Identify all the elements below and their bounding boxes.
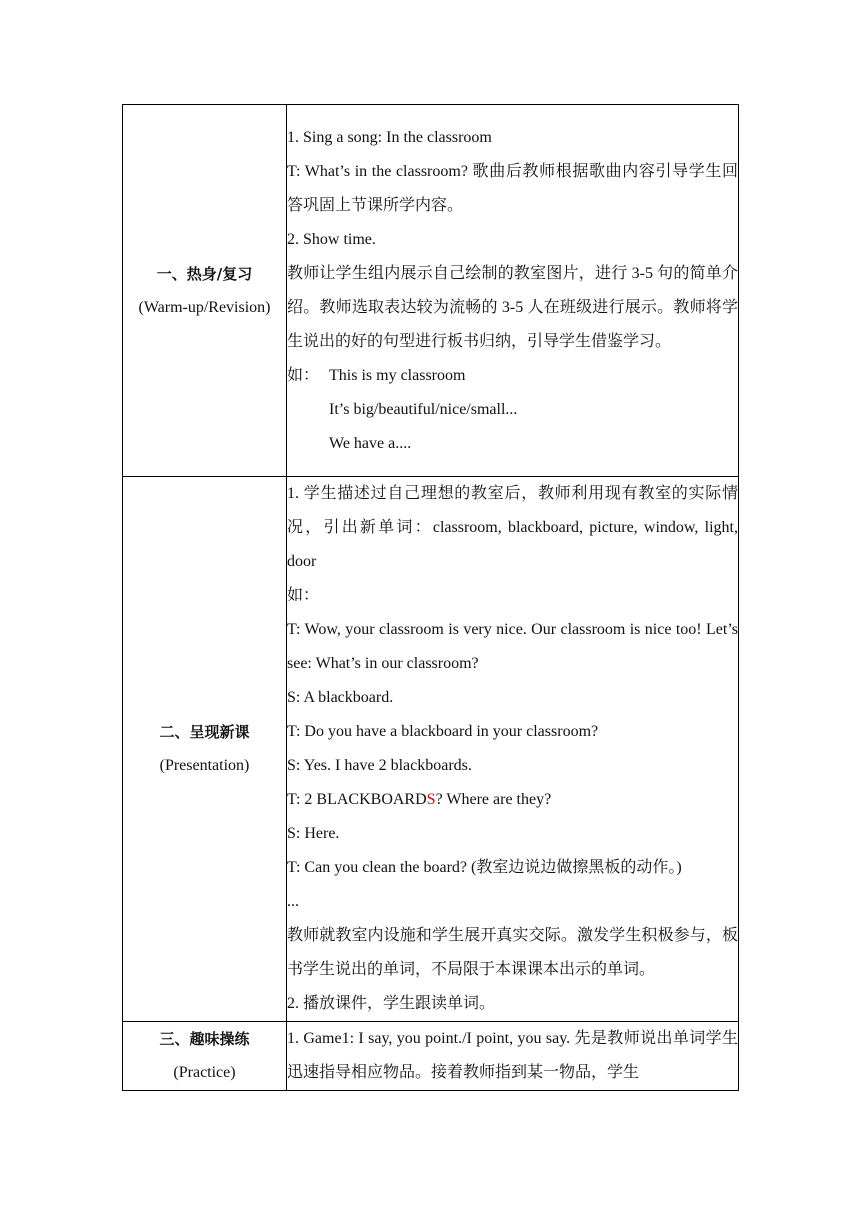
content-line: 如：	[287, 587, 320, 604]
content-line: 2. Show time.	[287, 230, 376, 248]
content-paragraph: 教师就教室内设施和学生展开真实交际。激发学生积极参与，板书学生说出的单词，不局限于本课课本出示的单词。	[287, 927, 738, 978]
content-line: 1. Sing a song: In the classroom	[287, 128, 492, 146]
content-paragraph: T: What’s in the classroom? 歌曲后教师根据歌曲内容引导学生回答巩固上节课所学内容。	[287, 162, 738, 214]
highlighted-letter: S	[426, 791, 436, 808]
text-segment: ? Where are they?	[435, 791, 552, 808]
content-line: S: Yes. I have 2 blackboards.	[287, 757, 472, 774]
example-block	[287, 359, 738, 393]
content-paragraph: T: Wow, your classroom is very nice. Our classroom is nice too! Let’s see: What’s in our classroom?	[287, 621, 738, 672]
table-row	[123, 1022, 739, 1091]
stage-title-en: (Practice)	[173, 1064, 236, 1081]
stage-title-cn: 三、趣味操练	[159, 1030, 250, 1048]
example-line: It’s big/beautiful/nice/small...	[329, 400, 518, 418]
content-cell	[287, 1022, 739, 1091]
content-line: T: Can you clean the board? (教室边说边做擦黑板的动作。)	[287, 859, 682, 876]
example-line: We have a....	[329, 434, 412, 452]
content-line: S: Here.	[287, 825, 340, 842]
example-line: This is my classroom	[329, 366, 466, 384]
content-paragraph: 1. Game1: I say, you point./I point, you say. 先是教师说出单词学生迅速指导相应物品。接着教师指到某一物品，学生	[287, 1030, 738, 1081]
stage-title-cn: 二、呈现新课	[159, 723, 250, 741]
content-cell	[287, 477, 739, 1022]
stage-title-en: (Presentation)	[159, 757, 250, 774]
stage-title-en: (Warm-up/Revision)	[138, 298, 271, 316]
table-row	[123, 477, 739, 1022]
stage-cell	[123, 105, 287, 477]
text-segment: T: 2 BLACKBOARD	[287, 791, 427, 808]
content-cell	[287, 105, 739, 477]
content-paragraph: 1. 学生描述过自己理想的教室后，教师利用现有教室的实际情况，引出新单词：classroom, blackboard, picture, window, light, door	[287, 485, 738, 570]
example-label: 如：	[287, 366, 320, 384]
content-line: S: A blackboard.	[287, 689, 394, 706]
lesson-plan-table	[122, 104, 739, 1091]
table-row	[123, 105, 739, 477]
stage-cell	[123, 1022, 287, 1091]
stage-title-cn: 一、热身/复习	[156, 264, 253, 283]
content-line: T: Do you have a blackboard in your classroom?	[287, 723, 599, 740]
content-paragraph: 教师让学生组内展示自己绘制的教室图片，进行 3-5 句的简单介绍。教师选取表达较为流畅的 3-5 人在班级进行展示。教师将学生说出的好的句型进行板书归纳，引导学生借鉴学习。	[287, 264, 738, 350]
stage-cell	[123, 477, 287, 1022]
content-line: 2. 播放课件，学生跟读单词。	[287, 995, 496, 1012]
content-line	[287, 783, 738, 817]
content-line: ...	[287, 893, 299, 910]
